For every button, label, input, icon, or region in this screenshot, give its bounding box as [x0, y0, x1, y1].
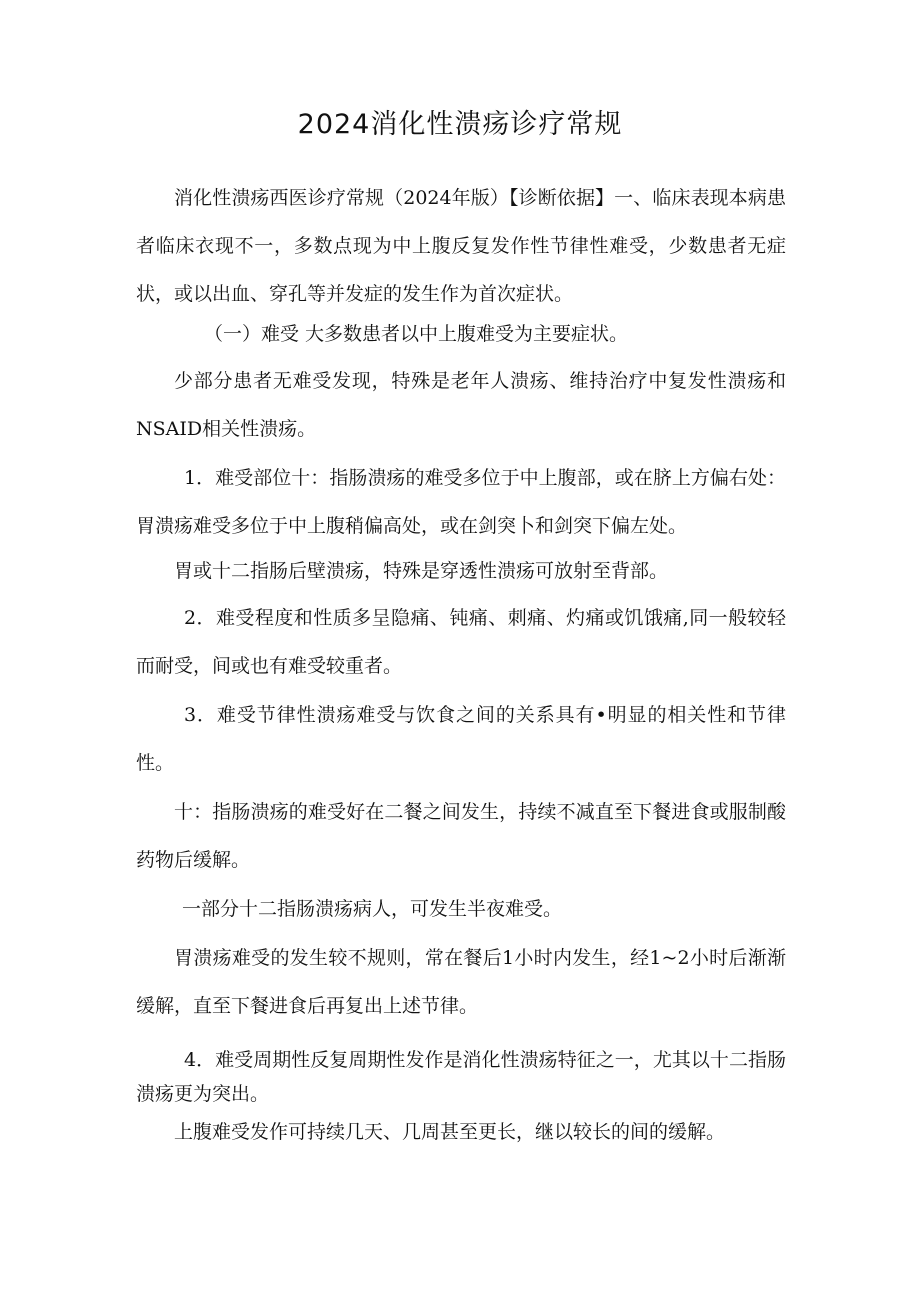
paragraph-duodenal-timing: 十：指肠溃疡的难受好在二餐之间发生，持续不减直至下餐进食或服制酸药物后缓解。	[136, 801, 786, 871]
paragraph-intro: 消化性溃疡西医诊疗常规（2024年版）【诊断依据】一、临床表现本病患者临床衣现不一，多数点现为中上腹反复发作性节律性难受，少数患者无症状，或以出血、穿孔等并发症的发生作为首次症状。	[136, 187, 786, 305]
paragraph-periodicity: 4．难受周期性反复周期性发作是消化性溃疡特征之一，尤其以十二指肠溃疡更为突出。	[136, 1049, 786, 1105]
document-title: 2024消化性溃疡诊疗常规	[297, 109, 623, 140]
paragraph-night-pain: 一部分十二指肠溃疡病人，可发生半夜难受。	[182, 898, 563, 920]
paragraph-pain-heading: （一）难受 大多数患者以中上腹难受为主要症状。	[204, 323, 629, 345]
paragraph-pain-rhythm: 3．难受节律性溃疡难受与饮食之间的关系具有•明显的相关性和节律性。	[136, 704, 786, 774]
paragraph-no-pain: 少部分患者无难受发现，特殊是老年人溃疡、维持治疗中复发性溃疡和NSAID相关性溃疡。	[136, 370, 786, 440]
paragraph-gastric-timing: 胃溃疡难受的发生较不规则，常在餐后1小时内发生，经1~2小时后渐渐缓解，直至下餐进食后再复出上述节律。	[136, 947, 786, 1017]
paragraph-episode-duration: 上腹难受发作可持续几天、几周甚至更长，继以较长的间的缓解。	[174, 1121, 726, 1143]
paragraph-pain-location: 1．难受部位十：指肠溃疡的难受多位于中上腹部，或在脐上方偏右处：胃溃疡难受多位于中上腹稍偏高处，或在剑突卜和剑突下偏左处。	[136, 467, 786, 537]
paragraph-pain-degree: 2．难受程度和性质多呈隐痛、钝痛、刺痛、灼痛或饥饿痛,同一般较轻而耐受，间或也有难受较重者。	[136, 607, 786, 677]
paragraph-back-radiation: 胃或十二指肠后壁溃疡，特殊是穿透性溃疡可放射至背部。	[174, 560, 669, 582]
